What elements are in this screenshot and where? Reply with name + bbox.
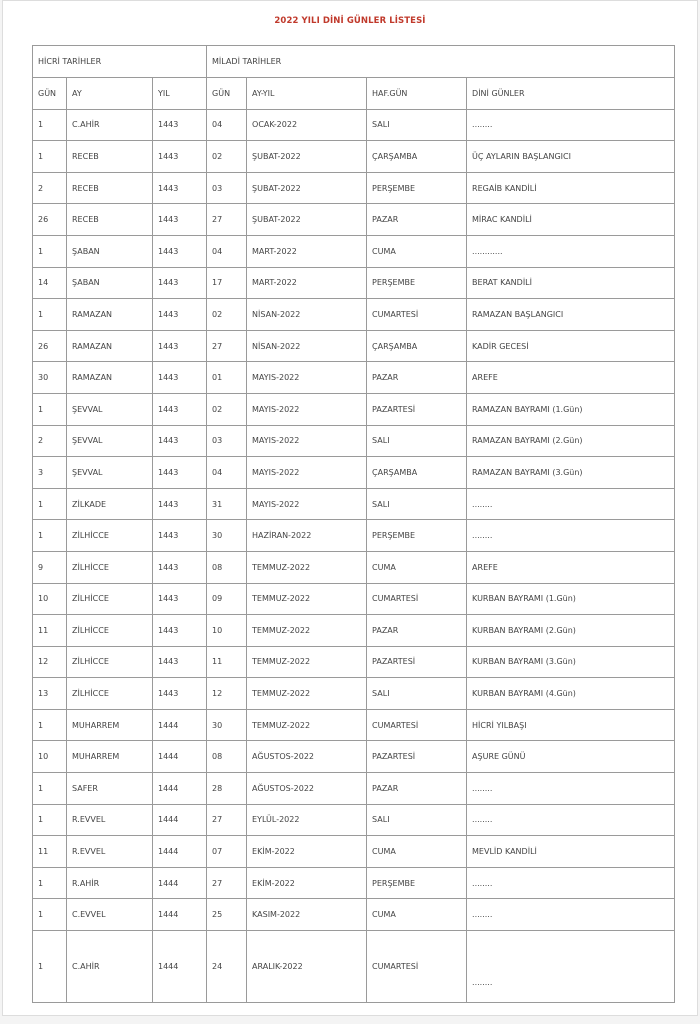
gregorian-day-cell: 04	[207, 235, 247, 267]
page	[2, 0, 698, 1016]
hijri-year-cell: 1444	[153, 867, 207, 899]
hijri-day-cell: 1	[33, 804, 67, 836]
month-year-cell: NİSAN-2022	[247, 299, 367, 331]
gregorian-day-cell: 24	[207, 931, 247, 1003]
religious-day-cell: KURBAN BAYRAMI (2.Gün)	[467, 615, 675, 647]
gregorian-day-cell: 31	[207, 488, 247, 520]
weekday-cell: PERŞEMBE	[367, 267, 467, 299]
hijri-year-cell: 1444	[153, 931, 207, 1003]
religious-day-cell: REGAİB KANDİLİ	[467, 172, 675, 204]
religious-day-cell: ........	[467, 488, 675, 520]
hijri-year-cell: 1444	[153, 709, 207, 741]
hijri-day-cell: 10	[33, 741, 67, 773]
group-header-gregorian: MİLADİ TARİHLER	[207, 46, 675, 78]
gregorian-day-cell: 02	[207, 299, 247, 331]
hijri-day-cell: 1	[33, 235, 67, 267]
month-year-cell: TEMMUZ-2022	[247, 678, 367, 710]
hijri-day-cell: 26	[33, 330, 67, 362]
hijri-year-cell: 1443	[153, 615, 207, 647]
table-row	[33, 520, 675, 552]
table-row	[33, 931, 675, 1003]
month-year-cell: ARALIK-2022	[247, 931, 367, 1003]
religious-day-cell: ÜÇ AYLARIN BAŞLANGICI	[467, 141, 675, 173]
column-header-hijri-day: GÜN	[33, 78, 67, 110]
hijri-month-cell: C.EVVEL	[67, 899, 153, 931]
gregorian-day-cell: 30	[207, 709, 247, 741]
month-year-cell: MART-2022	[247, 267, 367, 299]
hijri-year-cell: 1443	[153, 488, 207, 520]
table-row	[33, 709, 675, 741]
religious-day-cell: KURBAN BAYRAMI (3.Gün)	[467, 646, 675, 678]
column-header-row	[33, 78, 675, 110]
gregorian-day-cell: 08	[207, 741, 247, 773]
hijri-year-cell: 1443	[153, 646, 207, 678]
gregorian-day-cell: 17	[207, 267, 247, 299]
gregorian-day-cell: 27	[207, 804, 247, 836]
gregorian-day-cell: 03	[207, 172, 247, 204]
table-row	[33, 330, 675, 362]
month-year-cell: TEMMUZ-2022	[247, 583, 367, 615]
hijri-month-cell: C.AHİR	[67, 109, 153, 141]
weekday-cell: PAZAR	[367, 362, 467, 394]
hijri-day-cell: 30	[33, 362, 67, 394]
hijri-day-cell: 1	[33, 520, 67, 552]
religious-day-cell: RAMAZAN BAYRAMI (3.Gün)	[467, 457, 675, 489]
gregorian-day-cell: 25	[207, 899, 247, 931]
table-row	[33, 267, 675, 299]
table-row	[33, 741, 675, 773]
weekday-cell: SALI	[367, 678, 467, 710]
weekday-cell: ÇARŞAMBA	[367, 330, 467, 362]
month-year-cell: MAYIS-2022	[247, 425, 367, 457]
hijri-year-cell: 1443	[153, 267, 207, 299]
hijri-day-cell: 14	[33, 267, 67, 299]
weekday-cell: CUMA	[367, 551, 467, 583]
religious-day-cell: ........	[467, 899, 675, 931]
hijri-month-cell: RAMAZAN	[67, 362, 153, 394]
month-year-cell: MAYIS-2022	[247, 457, 367, 489]
hijri-month-cell: ŞEVVAL	[67, 393, 153, 425]
month-year-cell: HAZİRAN-2022	[247, 520, 367, 552]
religious-day-cell: RAMAZAN BAYRAMI (1.Gün)	[467, 393, 675, 425]
hijri-month-cell: RECEB	[67, 141, 153, 173]
table-row	[33, 804, 675, 836]
hijri-month-cell: ŞABAN	[67, 267, 153, 299]
hijri-month-cell: ZİLHİCCE	[67, 551, 153, 583]
weekday-cell: PERŞEMBE	[367, 520, 467, 552]
table-row	[33, 899, 675, 931]
month-year-cell: TEMMUZ-2022	[247, 615, 367, 647]
religious-day-cell: KADİR GECESİ	[467, 330, 675, 362]
religious-day-cell: MEVLİD KANDİLİ	[467, 836, 675, 868]
table-row	[33, 235, 675, 267]
hijri-day-cell: 1	[33, 709, 67, 741]
hijri-day-cell: 1	[33, 393, 67, 425]
hijri-month-cell: SAFER	[67, 773, 153, 805]
gregorian-day-cell: 04	[207, 109, 247, 141]
hijri-day-cell: 2	[33, 172, 67, 204]
hijri-year-cell: 1443	[153, 204, 207, 236]
table-row	[33, 109, 675, 141]
month-year-cell: MAYIS-2022	[247, 488, 367, 520]
hijri-year-cell: 1443	[153, 393, 207, 425]
gregorian-day-cell: 09	[207, 583, 247, 615]
religious-day-cell: HİCRİ YILBAŞI	[467, 709, 675, 741]
weekday-cell: ÇARŞAMBA	[367, 141, 467, 173]
hijri-month-cell: ZİLHİCCE	[67, 615, 153, 647]
weekday-cell: PAZAR	[367, 773, 467, 805]
gregorian-day-cell: 02	[207, 141, 247, 173]
gregorian-day-cell: 10	[207, 615, 247, 647]
table-row	[33, 773, 675, 805]
hijri-day-cell: 11	[33, 615, 67, 647]
weekday-cell: CUMARTESİ	[367, 299, 467, 331]
religious-day-cell: MİRAC KANDİLİ	[467, 204, 675, 236]
hijri-day-cell: 9	[33, 551, 67, 583]
table-row	[33, 867, 675, 899]
hijri-month-cell: ZİLHİCCE	[67, 678, 153, 710]
weekday-cell: ÇARŞAMBA	[367, 457, 467, 489]
month-year-cell: EYLÜL-2022	[247, 804, 367, 836]
gregorian-day-cell: 12	[207, 678, 247, 710]
religious-day-cell: AREFE	[467, 551, 675, 583]
hijri-year-cell: 1443	[153, 425, 207, 457]
table-row	[33, 488, 675, 520]
hijri-year-cell: 1444	[153, 836, 207, 868]
weekday-cell: SALI	[367, 804, 467, 836]
weekday-cell: SALI	[367, 488, 467, 520]
hijri-month-cell: ZİLHİCCE	[67, 646, 153, 678]
hijri-month-cell: RAMAZAN	[67, 330, 153, 362]
table-row	[33, 425, 675, 457]
religious-day-cell: ........	[467, 773, 675, 805]
table-row	[33, 172, 675, 204]
hijri-day-cell: 12	[33, 646, 67, 678]
table-body	[33, 46, 675, 1003]
hijri-year-cell: 1444	[153, 741, 207, 773]
hijri-day-cell: 1	[33, 931, 67, 1003]
hijri-day-cell: 11	[33, 836, 67, 868]
hijri-month-cell: MUHARREM	[67, 709, 153, 741]
religious-day-cell: ........	[467, 520, 675, 552]
weekday-cell: PAZAR	[367, 615, 467, 647]
column-header-religious-day: DİNİ GÜNLER	[467, 78, 675, 110]
hijri-month-cell: ŞABAN	[67, 235, 153, 267]
column-header-hijri-year: YIL	[153, 78, 207, 110]
religious-day-cell: RAMAZAN BAŞLANGICI	[467, 299, 675, 331]
month-year-cell: ŞUBAT-2022	[247, 204, 367, 236]
religious-day-cell: ........	[467, 109, 675, 141]
hijri-year-cell: 1443	[153, 235, 207, 267]
hijri-day-cell: 3	[33, 457, 67, 489]
religious-days-table	[32, 45, 675, 1003]
hijri-month-cell: RECEB	[67, 204, 153, 236]
weekday-cell: CUMA	[367, 899, 467, 931]
gregorian-day-cell: 11	[207, 646, 247, 678]
group-header-row	[33, 46, 675, 78]
gregorian-day-cell: 03	[207, 425, 247, 457]
hijri-year-cell: 1443	[153, 583, 207, 615]
gregorian-day-cell: 28	[207, 773, 247, 805]
group-header-hijri: HİCRİ TARİHLER	[33, 46, 207, 78]
religious-day-cell: AREFE	[467, 362, 675, 394]
table-row	[33, 836, 675, 868]
weekday-cell: PAZARTESİ	[367, 741, 467, 773]
weekday-cell: CUMA	[367, 235, 467, 267]
hijri-year-cell: 1444	[153, 899, 207, 931]
hijri-year-cell: 1443	[153, 362, 207, 394]
hijri-day-cell: 1	[33, 773, 67, 805]
gregorian-day-cell: 02	[207, 393, 247, 425]
hijri-year-cell: 1444	[153, 773, 207, 805]
hijri-month-cell: ŞEVVAL	[67, 457, 153, 489]
month-year-cell: EKİM-2022	[247, 867, 367, 899]
hijri-day-cell: 26	[33, 204, 67, 236]
gregorian-day-cell: 07	[207, 836, 247, 868]
month-year-cell: ŞUBAT-2022	[247, 141, 367, 173]
table-row	[33, 583, 675, 615]
weekday-cell: SALI	[367, 425, 467, 457]
month-year-cell: AĞUSTOS-2022	[247, 741, 367, 773]
weekday-cell: SALI	[367, 109, 467, 141]
gregorian-day-cell: 27	[207, 867, 247, 899]
gregorian-day-cell: 30	[207, 520, 247, 552]
month-year-cell: NİSAN-2022	[247, 330, 367, 362]
weekday-cell: CUMA	[367, 836, 467, 868]
hijri-year-cell: 1443	[153, 678, 207, 710]
month-year-cell: TEMMUZ-2022	[247, 709, 367, 741]
hijri-month-cell: R.EVVEL	[67, 804, 153, 836]
hijri-day-cell: 10	[33, 583, 67, 615]
table-row	[33, 678, 675, 710]
hijri-day-cell: 1	[33, 141, 67, 173]
hijri-year-cell: 1443	[153, 299, 207, 331]
religious-day-cell: RAMAZAN BAYRAMI (2.Gün)	[467, 425, 675, 457]
column-header-gregorian-day: GÜN	[207, 78, 247, 110]
religious-day-cell: ........	[467, 867, 675, 899]
hijri-month-cell: RECEB	[67, 172, 153, 204]
page-title: 2022 YILI DİNİ GÜNLER LİSTESİ	[274, 16, 426, 26]
religious-day-cell: AŞURE GÜNÜ	[467, 741, 675, 773]
hijri-year-cell: 1443	[153, 457, 207, 489]
column-header-month-year: AY-YIL	[247, 78, 367, 110]
hijri-month-cell: R.AHİR	[67, 867, 153, 899]
religious-day-cell: KURBAN BAYRAMI (1.Gün)	[467, 583, 675, 615]
table-row	[33, 457, 675, 489]
gregorian-day-cell: 27	[207, 330, 247, 362]
religious-day-cell: BERAT KANDİLİ	[467, 267, 675, 299]
weekday-cell: PAZAR	[367, 204, 467, 236]
column-header-hijri-month: AY	[67, 78, 153, 110]
religious-day-cell: ............	[467, 235, 675, 267]
hijri-month-cell: ZİLHİCCE	[67, 583, 153, 615]
hijri-day-cell: 1	[33, 109, 67, 141]
month-year-cell: KASIM-2022	[247, 899, 367, 931]
weekday-cell: CUMARTESİ	[367, 583, 467, 615]
hijri-year-cell: 1443	[153, 520, 207, 552]
hijri-year-cell: 1443	[153, 551, 207, 583]
gregorian-day-cell: 01	[207, 362, 247, 394]
month-year-cell: TEMMUZ-2022	[247, 551, 367, 583]
hijri-year-cell: 1443	[153, 141, 207, 173]
table-row	[33, 204, 675, 236]
table-row	[33, 646, 675, 678]
hijri-month-cell: C.AHİR	[67, 931, 153, 1003]
weekday-cell: CUMARTESİ	[367, 931, 467, 1003]
hijri-month-cell: ZİLKADE	[67, 488, 153, 520]
month-year-cell: EKİM-2022	[247, 836, 367, 868]
weekday-cell: PAZARTESİ	[367, 646, 467, 678]
religious-day-cell: KURBAN BAYRAMI (4.Gün)	[467, 678, 675, 710]
month-year-cell: MART-2022	[247, 235, 367, 267]
hijri-day-cell: 2	[33, 425, 67, 457]
weekday-cell: PAZARTESİ	[367, 393, 467, 425]
hijri-day-cell: 1	[33, 299, 67, 331]
religious-day-cell: ........	[467, 931, 675, 1003]
hijri-month-cell: RAMAZAN	[67, 299, 153, 331]
weekday-cell: CUMARTESİ	[367, 709, 467, 741]
table-row	[33, 615, 675, 647]
hijri-year-cell: 1443	[153, 172, 207, 204]
table-row	[33, 393, 675, 425]
hijri-year-cell: 1444	[153, 804, 207, 836]
month-year-cell: AĞUSTOS-2022	[247, 773, 367, 805]
weekday-cell: PERŞEMBE	[367, 867, 467, 899]
gregorian-day-cell: 27	[207, 204, 247, 236]
table-row	[33, 141, 675, 173]
gregorian-day-cell: 04	[207, 457, 247, 489]
hijri-day-cell: 1	[33, 899, 67, 931]
gregorian-day-cell: 08	[207, 551, 247, 583]
month-year-cell: MAYIS-2022	[247, 393, 367, 425]
hijri-month-cell: R.EVVEL	[67, 836, 153, 868]
month-year-cell: MAYIS-2022	[247, 362, 367, 394]
table-row	[33, 362, 675, 394]
hijri-month-cell: ŞEVVAL	[67, 425, 153, 457]
month-year-cell: TEMMUZ-2022	[247, 646, 367, 678]
hijri-day-cell: 13	[33, 678, 67, 710]
hijri-year-cell: 1443	[153, 109, 207, 141]
hijri-month-cell: ZİLHİCCE	[67, 520, 153, 552]
month-year-cell: ŞUBAT-2022	[247, 172, 367, 204]
column-header-weekday: HAF.GÜN	[367, 78, 467, 110]
religious-day-cell: ........	[467, 804, 675, 836]
table-row	[33, 299, 675, 331]
hijri-day-cell: 1	[33, 488, 67, 520]
table-row	[33, 551, 675, 583]
hijri-year-cell: 1443	[153, 330, 207, 362]
hijri-month-cell: MUHARREM	[67, 741, 153, 773]
hijri-day-cell: 1	[33, 867, 67, 899]
month-year-cell: OCAK-2022	[247, 109, 367, 141]
weekday-cell: PERŞEMBE	[367, 172, 467, 204]
